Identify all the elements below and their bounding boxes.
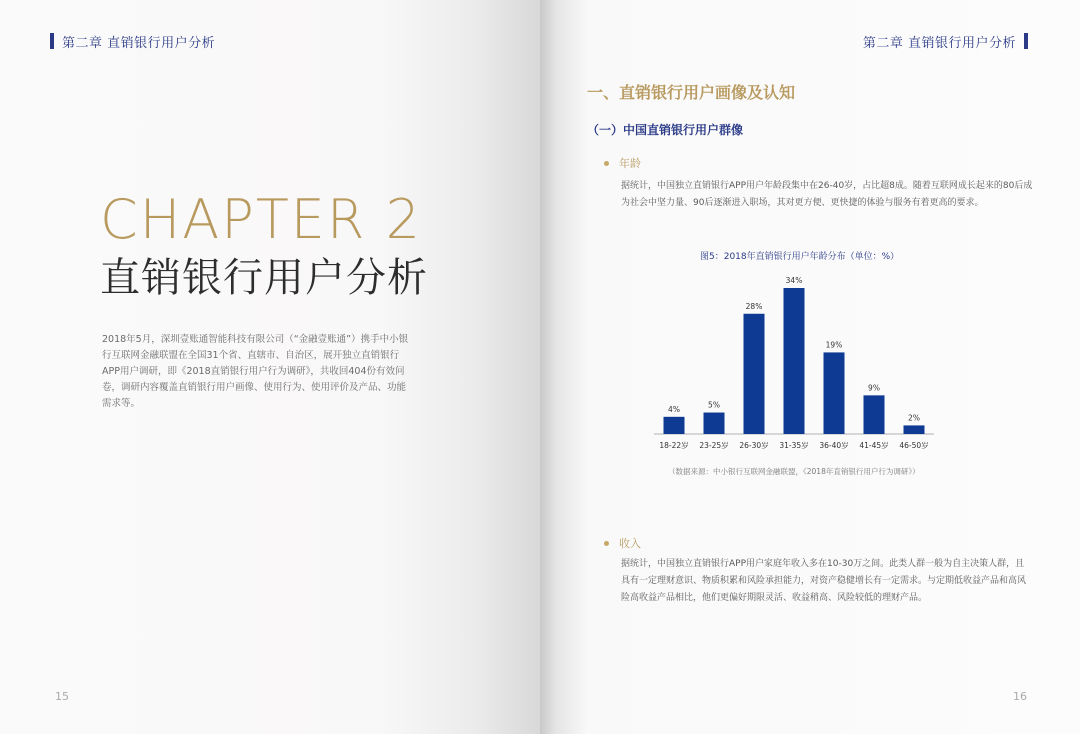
income-paragraph: 据统计，中国独立直销银行APP用户家庭年收入多在10-30万之间。此类人群一般为自主决策人群，且具有一定理财意识、物质积累和风险承担能力，对资产稳健增长有一定需求。与定期低收益产品和高风险高收益产品相比，他们更偏好期限灵活、收益稍高、风险较低的理财产品。 [621,559,1027,603]
age-label: 年龄 [619,157,641,170]
right-page [540,0,1080,734]
chart-data-label: 4% [668,404,680,414]
chart-data-label: 5% [708,400,720,410]
chapter-title: 直销银行用户分析 [100,255,428,301]
chart-x-tick-label: 46-50岁 [899,441,929,450]
subsection-title: （一）中国直销银行用户群像 [587,123,744,137]
chart-bar-46-50岁 [904,425,925,434]
chapter-intro-paragraph: 2018年5月，深圳壹账通智能科技有限公司（“金融壹账通”）携手中小银行互联网金融联盟在全国31个省、直辖市、自治区，展开独立直销银行APP用户调研，即《2018直销银行用户行为调研》，共收回404份有效问卷，调研内容覆盖直销银行用户画像、使用行为、使用评价及产品、功能需求等。 [102,334,409,409]
right-header-text: 第二章 直销银行用户分析 [862,35,1016,51]
chart-data-label: 34% [785,276,803,285]
left-header-text: 第二章 直销银行用户分析 [62,35,216,51]
age-heading [604,155,641,171]
chapter-number-title: CHAPTER 2 [100,188,422,251]
chart-data-label: 19% [825,340,843,350]
header-accent-bar [1024,33,1028,49]
chart-bar-26-30岁 [744,314,765,434]
chart-x-tick-label: 41-45岁 [859,441,889,450]
bullet-dot-icon [604,541,609,546]
left-page-header [50,33,215,49]
chart-title: 图5：2018年直销银行用户年龄分布（单位：%） [700,252,900,262]
section-title: 一、直销银行用户画像及认知 [587,83,796,102]
right-page-header [863,33,1028,49]
header-accent-bar [50,33,54,49]
chart-data-label: 9% [868,383,880,393]
chart-x-tick-label: 18-22岁 [659,441,689,450]
right-page-number: 16 [1013,690,1027,703]
chart-x-tick-label: 31-35岁 [779,441,809,450]
chart-x-tick-label: 36-40岁 [819,441,849,450]
age-paragraph: 据统计，中国独立直销银行APP用户年龄段集中在26-40岁，占比超8成。随着互联网成长起来的80后成为社会中坚力量、90后逐渐进入职场，其对更方便、更快捷的体验与服务有着更高的要求。 [621,181,1033,208]
age-distribution-chart [640,262,960,457]
income-label: 收入 [619,537,641,550]
chart-bar-23-25岁 [704,413,725,434]
chart-x-tick-label: 26-30岁 [739,441,769,450]
chart-bar-31-35岁 [784,288,805,434]
left-page-number: 15 [55,690,69,703]
chart-bar-41-45岁 [864,395,885,434]
income-heading [604,535,641,551]
bullet-dot-icon [604,161,609,166]
chart-data-label: 28% [745,301,763,311]
chart-bar-36-40岁 [824,352,845,434]
chart-bar-18-22岁 [664,417,685,434]
chart-x-tick-label: 23-25岁 [699,441,729,450]
chart-data-label: 2% [908,413,920,423]
chart-source: （数据来源：中小银行互联网金融联盟，《2018年直销银行用户行为调研》） [668,467,920,476]
